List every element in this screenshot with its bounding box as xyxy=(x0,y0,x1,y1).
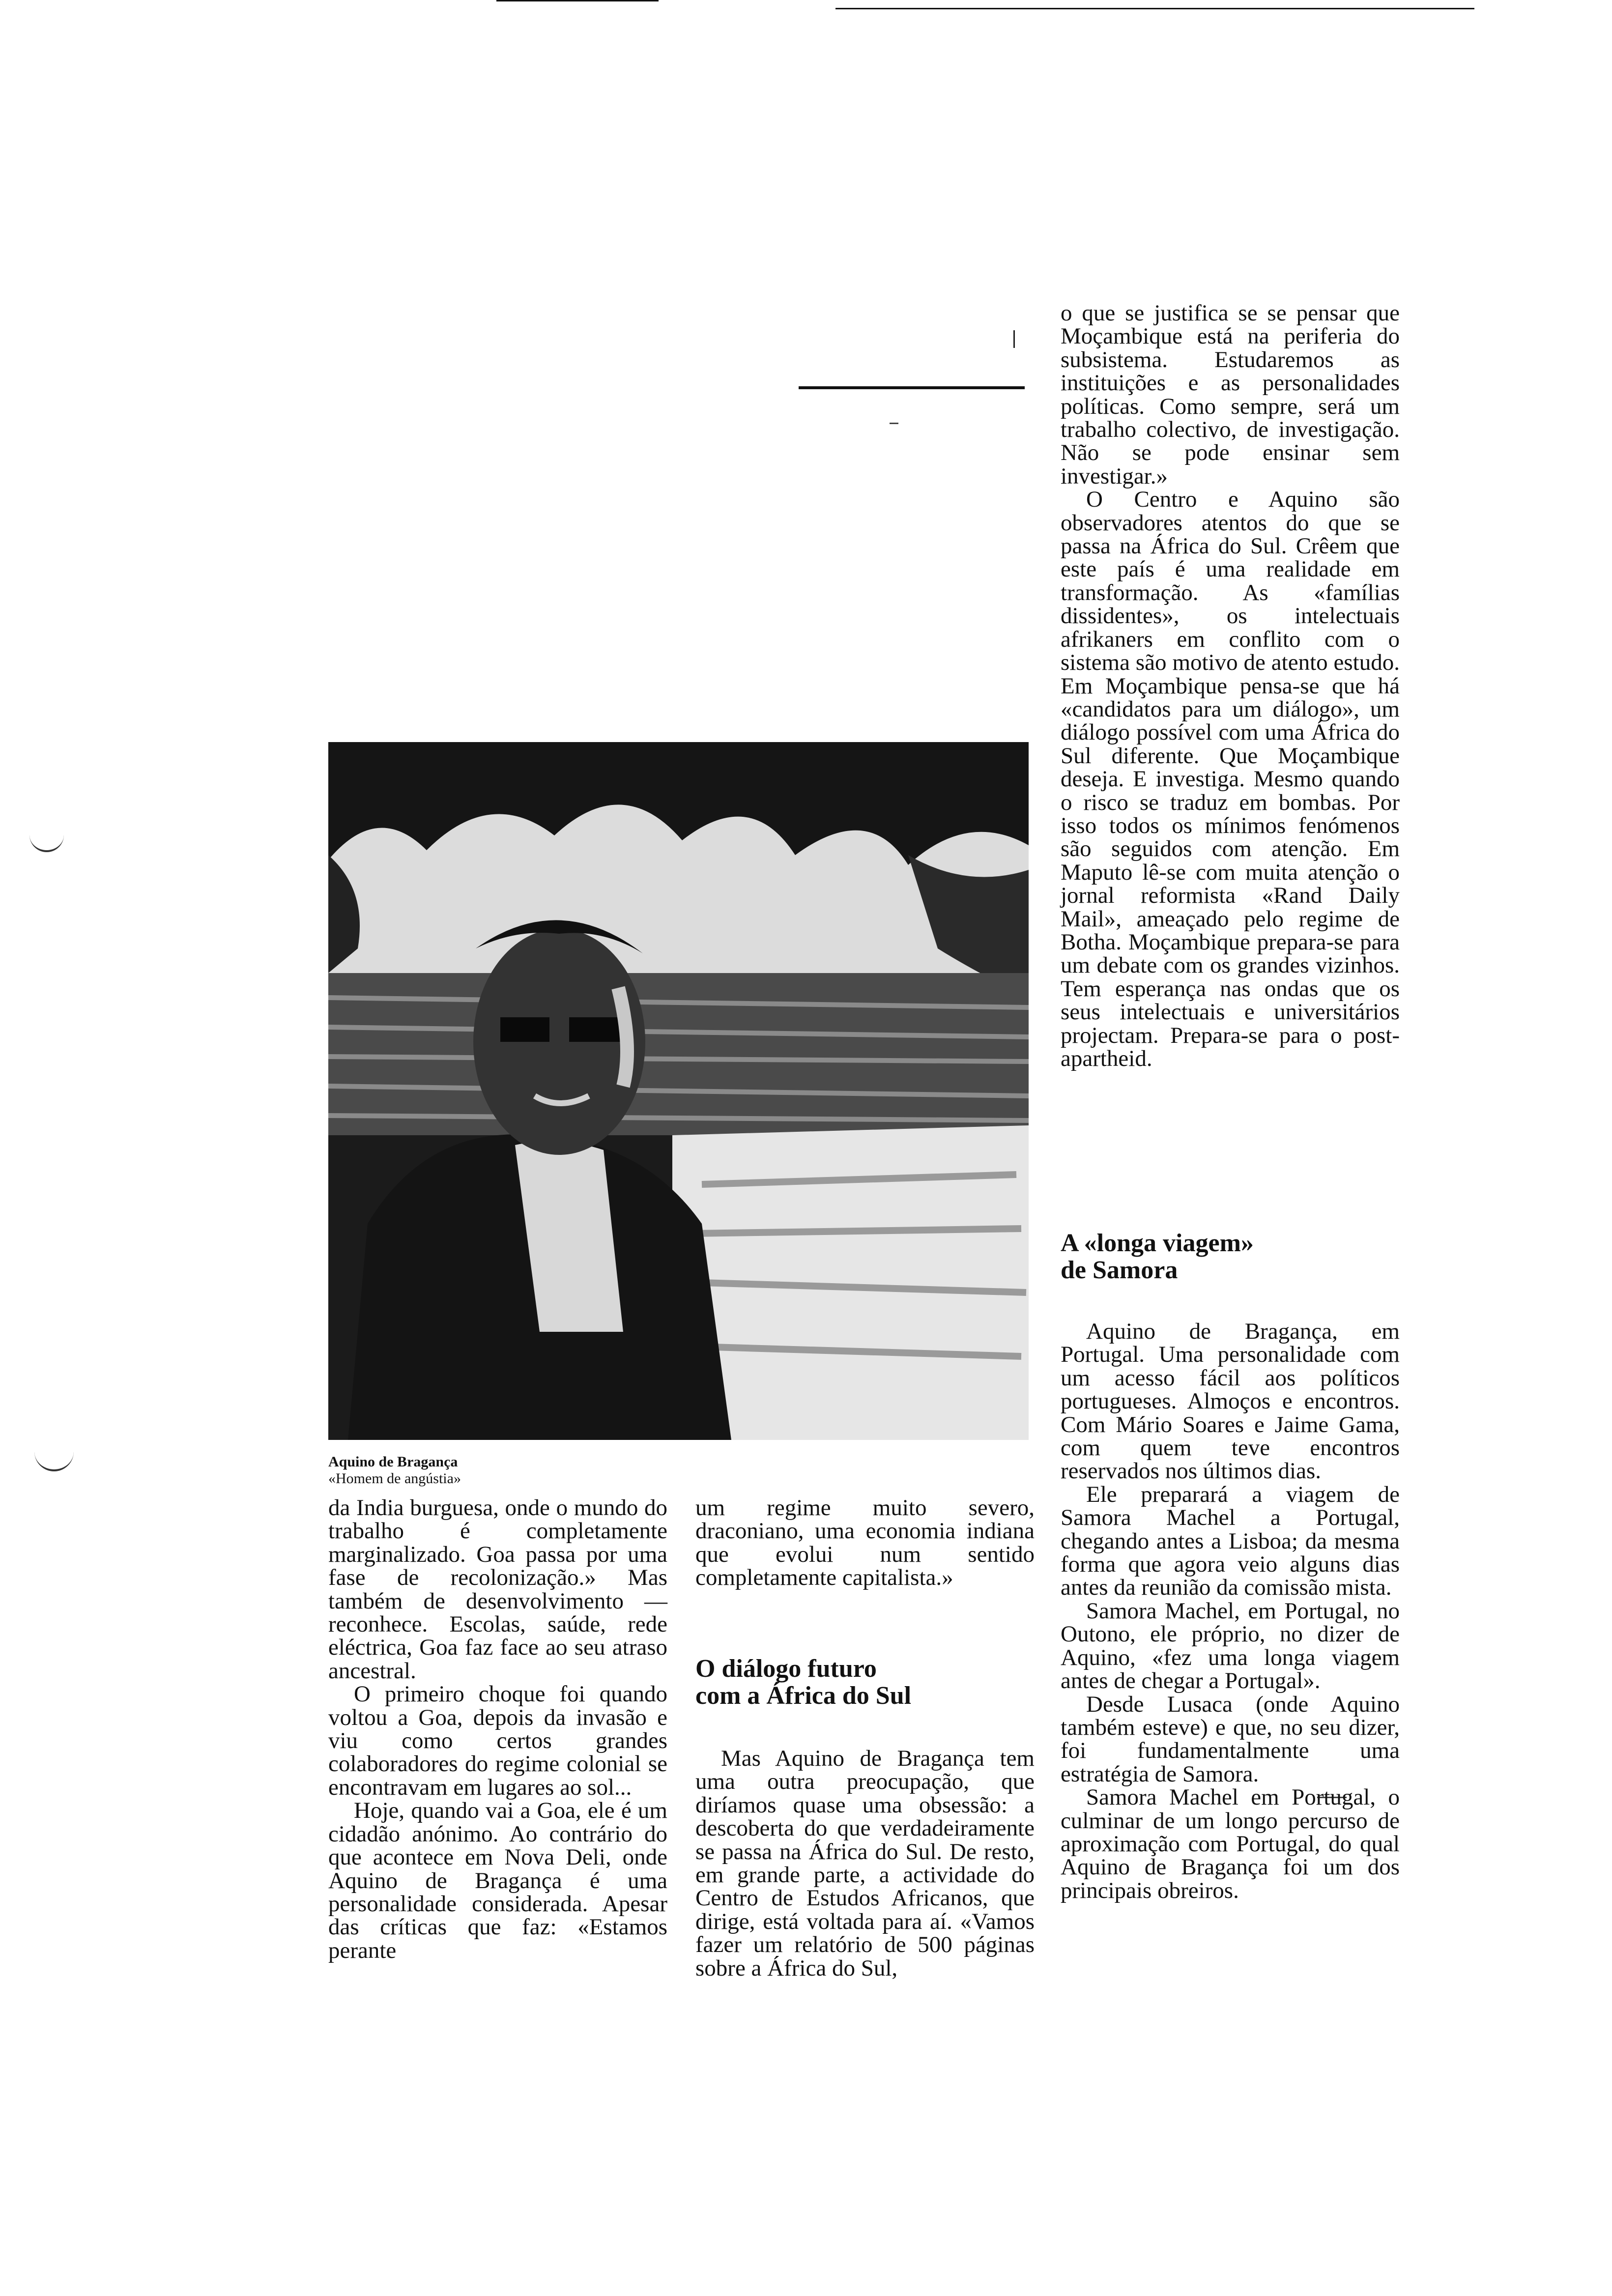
paragraph: um regime muito severo, draconiano, uma economia indiana que evolui num sentido completamente capitalista.» xyxy=(695,1495,1035,1591)
article-column-2b xyxy=(695,1747,1035,1980)
heading-line: com a África do Sul xyxy=(695,1682,912,1710)
paragraph: o que se justifica se se pensar que Moçambique está na periferia do subsistema. Estudaremos as instituições e as personalidades políticas. Como sempre, será um trabalho colectivo, de investigação. Não se pode ensinar sem investigar.» xyxy=(1061,300,1400,489)
paragraph: da India burguesa, onde o mundo do trabalho é completamente marginalizado. Goa passa por uma fase de recolonização.» Mas também de desenvolvimento — reconhece. Escolas, saúde, rede eléctrica, Goa faz face ao seu atraso ancestral. xyxy=(328,1495,667,1684)
scan-mark xyxy=(890,423,898,424)
paragraph: O primeiro choque foi quando voltou a Goa, depois da invasão e viu como certos grandes colaboradores do regime colonial se encontravam em lugares ao sol... xyxy=(328,1681,667,1800)
article-column-2 xyxy=(695,1496,1035,1590)
article-column-1 xyxy=(328,1496,667,1962)
paragraph: Hoje, quando vai a Goa, ele é um cidadão anónimo. Ao contrário do que acontece em Nova Deli, onde Aquino de Bragança é uma personalidade considerada. Apesar das críticas que faz: «Estamos perante xyxy=(328,1798,667,1963)
article-column-3 xyxy=(1061,302,1400,1070)
top-rule-right xyxy=(835,8,1474,9)
section-rule xyxy=(799,386,1025,389)
photo-caption xyxy=(328,1454,672,1487)
paragraph: Aquino de Bragança, em Portugal. Uma personalidade com um acesso fácil aos políticos portugueses. Almoços e encontros. Com Mário Soares e Jaime Gama, com quem teve encontros reservados nos últimos dias. xyxy=(1061,1319,1400,1484)
scan-mark xyxy=(34,1450,74,1471)
caption-subtitle: «Homem de angústia» xyxy=(328,1470,461,1487)
paragraph: Ele preparará a viagem de Samora Machel a Portugal, chegando antes a Lisboa; da mesma forma que agora veio alguns dias antes da reunião da comissão mista. xyxy=(1061,1481,1400,1601)
scan-mark xyxy=(29,831,64,852)
paragraph: O Centro e Aquino são observadores atentos do que se passa na África do Sul. Crêem que este país é uma realidade em transformação. As «famílias dissidentes», os intelectuais afrikaners em conflito com o sistema são motivo de atento estudo. Em Moçambique pensa-se que há «candidatos para um diálogo», um diálogo possível com uma África do Sul diferente. Que Moçambique deseja. E investiga. Mesmo quando o risco se traduz em bombas. Por isso todos os mínimos fenómenos são seguidos com atenção. Em Maputo lê-se com muita atenção o jornal reformista «Rand Daily Mail», ameaçado pelo regime de Botha. Moçambique prepara-se para um debate com os grandes vizinhos. Tem esperança nas ondas que os seus intelectuais e universitários projectam. Prepara-se para o post-apartheid. xyxy=(1061,487,1400,1071)
scan-mark xyxy=(1013,330,1015,348)
portrait-image xyxy=(328,742,1029,1440)
heading-line: A «longa viagem» xyxy=(1061,1229,1254,1257)
paragraph: Mas Aquino de Bragança tem uma outra preocupação, que diríamos quase uma obsessão: a descoberta do que verdadeiramente se passa na África do Sul. De resto, em grande parte, a actividade do Centro de Estudos Africanos, que dirige, está voltada para aí. «Vamos fazer um relatório de 500 páginas sobre a África do Sul, xyxy=(695,1746,1035,1981)
top-rule-left xyxy=(496,0,659,1)
caption-name: Aquino de Bragança xyxy=(328,1454,458,1470)
section-heading-dialogo xyxy=(695,1655,1035,1709)
portrait-photo xyxy=(328,742,1029,1440)
paragraph: Desde Lusaca (onde Aquino também esteve) e que, no seu dizer, foi fundamentalmente uma estratégia de Samora. xyxy=(1061,1691,1400,1787)
heading-line: de Samora xyxy=(1061,1256,1178,1284)
paragraph: Samora Machel em Portugal, o culminar de um longo percurso de aproximação com Portugal, do qual Aquino de Bragança foi um dos principais obreiros. xyxy=(1061,1784,1400,1903)
section-heading-longa-viagem xyxy=(1061,1230,1400,1284)
paragraph: Samora Machel, em Portugal, no Outono, ele próprio, no dizer de Aquino, «fez uma longa viagem antes de chegar a Portugal». xyxy=(1061,1598,1400,1694)
article-column-3b xyxy=(1061,1320,1400,1902)
heading-line: O diálogo futuro xyxy=(695,1655,877,1683)
